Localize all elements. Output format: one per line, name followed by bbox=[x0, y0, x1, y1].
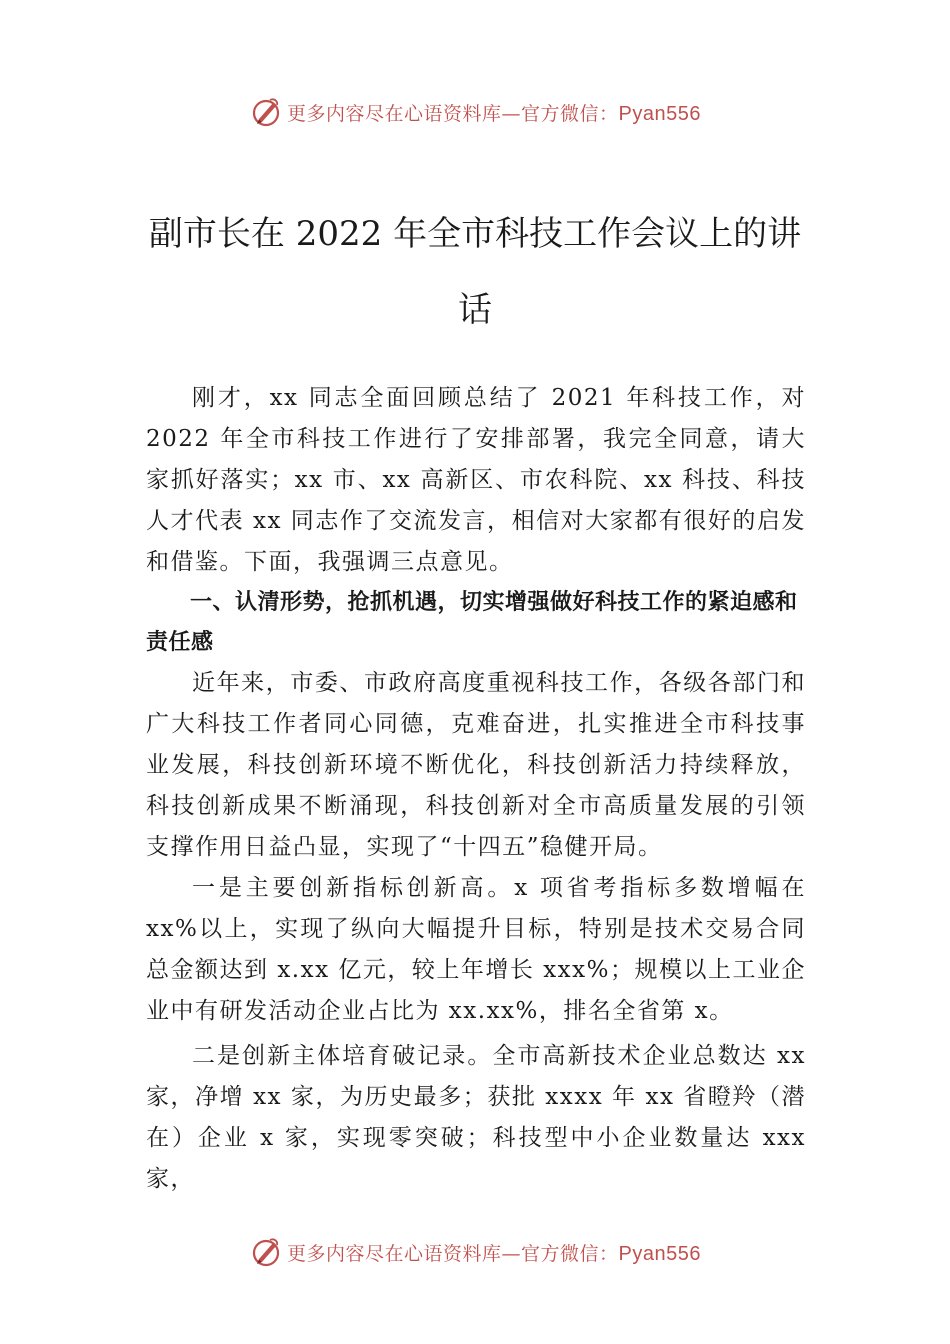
section-heading-1: 一、认清形势，抢抓机遇，切实增强做好科技工作的紧迫感和责任感 bbox=[146, 590, 798, 655]
body-paragraph: 近年来，市委、市政府高度重视科技工作，各级各部门和广大科技工作者同心同德，克难奋进，扎实推进全市科技事业发展，科技创新环境不断优化，科技创新活力持续释放，科技创新成果不断涌现，科技创新对全市高质量发展的引领支撑作用日益凸显，实现了“十四五”稳健开局。 bbox=[146, 670, 806, 860]
document-body bbox=[146, 378, 806, 1200]
banner-slogan: 更多内容尽在心语资料库—官方微信： bbox=[287, 102, 619, 125]
footer-banner bbox=[0, 1232, 950, 1272]
wechat-id: Pyan556 bbox=[618, 1242, 701, 1265]
body-paragraph: 二是创新主体培育破记录。全市高新技术企业总数达 xx 家，净增 xx 家，为历史最多；获批 xxxx 年 xx 省瞪羚（潜在）企业 x 家，实现零突破；科技型中小企业数量达 xxx 家， bbox=[146, 1043, 806, 1192]
document-title: 副市长在 2022 年全市科技工作会议上的讲话 bbox=[148, 214, 802, 330]
banner-text bbox=[287, 99, 701, 126]
wechat-id: Pyan556 bbox=[618, 102, 701, 125]
pen-circle-logo-icon bbox=[249, 1235, 283, 1269]
header-banner bbox=[0, 92, 950, 132]
body-paragraph: 一是主要创新指标创新高。x 项省考指标多数增幅在 xx%以上，实现了纵向大幅提升目标，特别是技术交易合同总金额达到 x.xx 亿元，较上年增长 xxx%；规模以上工业企业中有研发活动企业占比为 xx.xx%，排名全省第 x。 bbox=[146, 875, 806, 1024]
banner-text bbox=[287, 1239, 701, 1266]
banner-slogan: 更多内容尽在心语资料库—官方微信： bbox=[287, 1242, 619, 1265]
pen-circle-logo-icon bbox=[249, 95, 283, 129]
intro-paragraph: 刚才，xx 同志全面回顾总结了 2021 年科技工作，对 2022 年全市科技工作进行了安排部署，我完全同意，请大家抓好落实；xx 市、xx 高新区、市农科院、xx 科技、科技人才代表 xx 同志作了交流发言，相信对大家都有很好的启发和借鉴。下面，我强调三点意见。 bbox=[146, 385, 806, 575]
